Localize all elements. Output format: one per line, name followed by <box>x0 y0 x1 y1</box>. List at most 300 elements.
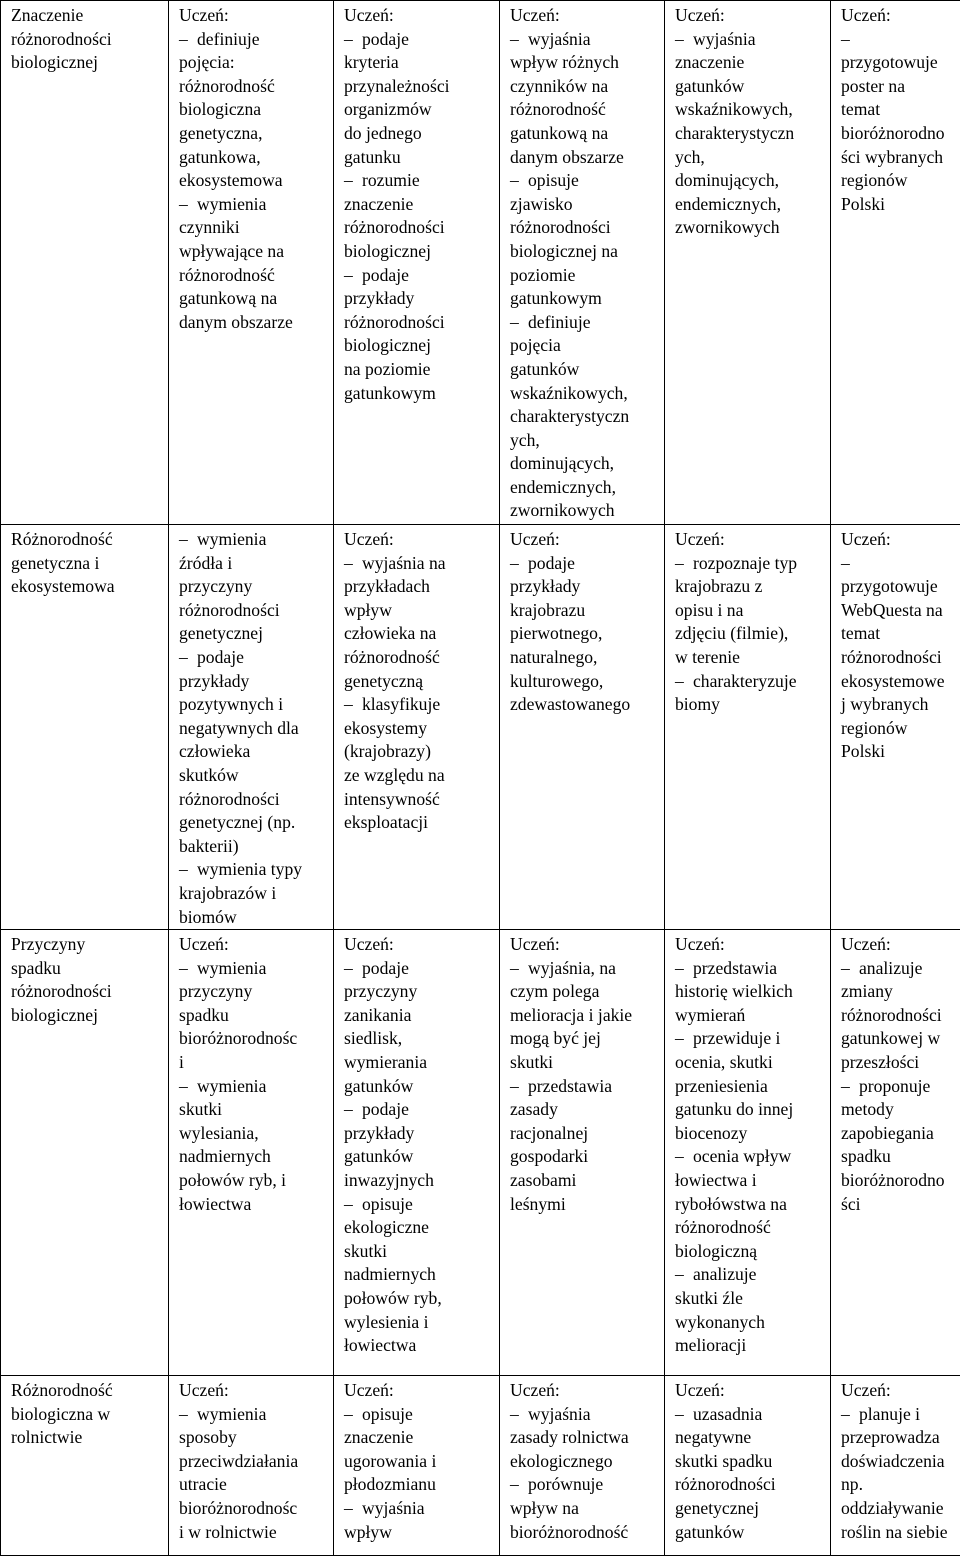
dash-marker: – <box>675 1145 693 1169</box>
text-line: czynników na <box>510 75 657 99</box>
text-line: różnorodności <box>344 216 492 240</box>
text-line: negatywne <box>675 1426 823 1450</box>
requirements-cell <box>665 525 831 930</box>
text-line: ekologicznego <box>510 1450 657 1474</box>
bullet-text: przedstawia <box>528 1076 612 1096</box>
bullet-item <box>344 957 492 981</box>
dash-marker: – <box>179 646 197 670</box>
text-line: pierwotnego, <box>510 622 657 646</box>
text-line: poziomie <box>510 264 657 288</box>
text-line: wpływ <box>344 1521 492 1545</box>
text-line: historię wielkich <box>675 980 823 1004</box>
text-line: różnorodność <box>179 75 326 99</box>
bullet-item <box>344 1497 492 1521</box>
text-line: zanikania <box>344 1004 492 1028</box>
text-line: pojęcia <box>510 334 657 358</box>
table-body <box>1 1 960 1556</box>
text-line: gatunkową na <box>510 122 657 146</box>
text-line: bioróżnorodno <box>841 1169 953 1193</box>
text-line: człowieka <box>179 740 326 764</box>
text-line: gatunków <box>675 1521 823 1545</box>
text-line: przyczyny <box>344 980 492 1004</box>
text-line: różnorodności <box>179 788 326 812</box>
text-line: opisu i na <box>675 599 823 623</box>
text-line: przynależności <box>344 75 492 99</box>
text-line: endemicznych, <box>510 476 657 500</box>
text-line: zjawisko <box>510 193 657 217</box>
dash-marker: – <box>179 193 197 217</box>
text-line: dominujących, <box>510 452 657 476</box>
text-line: skutki <box>344 1240 492 1264</box>
bullet-text: rozpoznaje typ <box>693 553 797 573</box>
dash-marker: – <box>841 957 859 981</box>
text-line: przykładach <box>344 575 492 599</box>
bullet-text: planuje i <box>859 1404 920 1424</box>
bullet-text: wyjaśnia na <box>362 553 446 573</box>
text-line: gatunkową na <box>179 287 326 311</box>
text-line: wylesienia i <box>344 1311 492 1335</box>
text-line: skutki <box>510 1051 657 1075</box>
dash-marker: – <box>510 1473 528 1497</box>
text-line: metody <box>841 1098 953 1122</box>
requirements-cell <box>500 1 665 525</box>
cell-heading: Uczeń: <box>675 933 823 957</box>
text-line: gatunków <box>510 358 657 382</box>
bullet-text: proponuje <box>859 1076 930 1096</box>
text-line: gatunkowej w <box>841 1027 953 1051</box>
text-line: bioróżnorodność <box>510 1521 657 1545</box>
bullet-item <box>675 1263 823 1287</box>
text-line: różnorodność <box>179 264 326 288</box>
text-line: biocenozy <box>675 1122 823 1146</box>
requirements-cell <box>831 525 960 930</box>
cell-heading: Uczeń: <box>344 933 492 957</box>
dash-marker: – <box>510 28 528 52</box>
text-line: przeprowadza <box>841 1426 953 1450</box>
text-line: ekosystemowe <box>841 670 953 694</box>
bullet-text: wyjaśnia, na <box>528 958 616 978</box>
bullet-text: wymienia <box>197 529 266 549</box>
bullet-item <box>510 1473 657 1497</box>
dash-marker: – <box>179 858 197 882</box>
bullet-text: uzasadnia <box>693 1404 762 1424</box>
bullet-item <box>344 28 492 52</box>
text-line: w terenie <box>675 646 823 670</box>
text-line: leśnymi <box>510 1193 657 1217</box>
text-line: Polski <box>841 193 953 217</box>
text-line: naturalnego, <box>510 646 657 670</box>
text-line: skutków <box>179 764 326 788</box>
bullet-item <box>675 670 823 694</box>
text-line: przygotowuje <box>841 575 953 599</box>
bullet-text: opisuje <box>362 1194 413 1214</box>
bullet-text: wymienia typy <box>197 859 302 879</box>
cell-heading: Uczeń: <box>510 933 657 957</box>
bullet-item <box>841 1403 953 1427</box>
table-row <box>1 525 960 930</box>
bullet-text: opisuje <box>528 170 579 190</box>
text-line: kulturowego, <box>510 670 657 694</box>
cell-heading: Uczeń: <box>675 1379 823 1403</box>
text-line: gospodarki <box>510 1145 657 1169</box>
text-line: do jednego <box>344 122 492 146</box>
cell-heading: Uczeń: <box>179 4 326 28</box>
text-line: łowiectwa <box>344 1334 492 1358</box>
requirements-cell <box>169 930 334 1376</box>
text-line: temat <box>841 622 953 646</box>
bullet-item <box>675 28 823 52</box>
topic-line: różnorodności <box>11 980 161 1004</box>
text-line: zmiany <box>841 980 953 1004</box>
bullet-item <box>344 1193 492 1217</box>
text-line: i w rolnictwie <box>179 1521 326 1545</box>
bullet-item <box>675 552 823 576</box>
text-line: spadku <box>179 1004 326 1028</box>
topic-line: rolnictwie <box>11 1426 161 1450</box>
bullet-item <box>179 1403 326 1427</box>
text-line: regionów <box>841 169 953 193</box>
topic-line: Różnorodność <box>11 528 161 552</box>
text-line: przykłady <box>344 287 492 311</box>
text-line: skutki spadku <box>675 1450 823 1474</box>
bullet-item <box>179 858 326 882</box>
dash-marker: – <box>841 28 953 52</box>
cell-heading: Uczeń: <box>344 528 492 552</box>
bullet-text: porównuje <box>528 1474 603 1494</box>
text-line: bioróżnorodno <box>841 122 953 146</box>
bullet-item <box>179 957 326 981</box>
requirements-cell <box>334 930 500 1376</box>
bullet-item <box>344 552 492 576</box>
requirements-cell <box>831 1 960 525</box>
bullet-text: analizuje <box>859 958 923 978</box>
bullet-text: analizuje <box>693 1264 757 1284</box>
text-line: zasady rolnictwa <box>510 1426 657 1450</box>
bullet-text: wymienia <box>197 1076 266 1096</box>
text-line: j wybranych <box>841 693 953 717</box>
dash-marker: – <box>841 1075 859 1099</box>
topic-cell <box>1 1376 169 1556</box>
dash-marker: – <box>179 957 197 981</box>
text-line: eksploatacji <box>344 811 492 835</box>
dash-marker: – <box>179 528 197 552</box>
text-line: różnorodność <box>675 1216 823 1240</box>
bullet-text: ocenia wpływ <box>693 1146 791 1166</box>
text-line: intensywność <box>344 788 492 812</box>
cell-heading: Uczeń: <box>510 1379 657 1403</box>
text-line: różnorodność <box>510 98 657 122</box>
topic-line: spadku <box>11 957 161 981</box>
topic-line: Różnorodność <box>11 1379 161 1403</box>
text-line: skutki źle <box>675 1287 823 1311</box>
text-line: np. <box>841 1473 953 1497</box>
requirements-cell <box>831 1376 960 1556</box>
requirements-cell <box>169 525 334 930</box>
bullet-text: rozumie <box>362 170 420 190</box>
text-line: zwornikowych <box>675 216 823 240</box>
dash-marker: – <box>344 28 362 52</box>
dash-marker: – <box>344 552 362 576</box>
text-line: i <box>179 1051 326 1075</box>
dash-marker: – <box>344 264 362 288</box>
text-line: różnorodności <box>510 216 657 240</box>
text-line: genetycznej (np. <box>179 811 326 835</box>
text-line: ści <box>841 1193 953 1217</box>
text-line: negatywnych dla <box>179 717 326 741</box>
cell-heading: Uczeń: <box>179 933 326 957</box>
text-line: znaczenie <box>344 1426 492 1450</box>
text-line: ych, <box>510 429 657 453</box>
text-line: inwazyjnych <box>344 1169 492 1193</box>
dash-marker: – <box>675 670 693 694</box>
text-line: bioróżnorodnośc <box>179 1027 326 1051</box>
dash-marker: – <box>344 1497 362 1521</box>
text-line: ekosystemowa <box>179 169 326 193</box>
text-line: danym obszarze <box>179 311 326 335</box>
text-line: genetycznej <box>179 622 326 646</box>
text-line: bioróżnorodnośc <box>179 1497 326 1521</box>
topic-line: biologiczna w <box>11 1403 161 1427</box>
bullet-item <box>510 552 657 576</box>
dash-marker: – <box>344 1193 362 1217</box>
bullet-text: wymienia <box>197 1404 266 1424</box>
topic-line: ekosystemowa <box>11 575 161 599</box>
bullet-text: podaje <box>362 958 409 978</box>
bullet-item <box>510 28 657 52</box>
dash-marker: – <box>675 1263 693 1287</box>
requirements-cell <box>500 525 665 930</box>
text-line: biologicznej na <box>510 240 657 264</box>
text-line: nadmiernych <box>344 1263 492 1287</box>
dash-marker: – <box>510 169 528 193</box>
text-line: łowiectwa i <box>675 1169 823 1193</box>
requirements-cell <box>169 1 334 525</box>
bullet-text: opisuje <box>362 1404 413 1424</box>
text-line: wpływ różnych <box>510 51 657 75</box>
text-line: biologicznej <box>344 334 492 358</box>
text-line: przeciwdziałania <box>179 1450 326 1474</box>
text-line: różnorodności <box>344 311 492 335</box>
text-line: różnorodności <box>179 599 326 623</box>
topic-line: biologicznej <box>11 51 161 75</box>
requirements-cell <box>665 930 831 1376</box>
bullet-item <box>841 1075 953 1099</box>
table-row <box>1 930 960 1376</box>
text-line: człowieka na <box>344 622 492 646</box>
table-row <box>1 1 960 525</box>
dash-marker: – <box>675 1027 693 1051</box>
dash-marker: – <box>510 1075 528 1099</box>
topic-line: różnorodności <box>11 28 161 52</box>
cell-heading: Uczeń: <box>841 933 953 957</box>
text-line: gatunku <box>344 146 492 170</box>
text-line: różnorodności <box>841 1004 953 1028</box>
bullet-text: podaje <box>362 265 409 285</box>
cell-heading: Uczeń: <box>675 528 823 552</box>
text-line: doświadczenia <box>841 1450 953 1474</box>
bullet-item <box>344 169 492 193</box>
text-line: gatunków <box>344 1145 492 1169</box>
dash-marker: – <box>675 957 693 981</box>
requirements-cell <box>334 1376 500 1556</box>
text-line: ekosystemy <box>344 717 492 741</box>
cell-heading: Uczeń: <box>344 4 492 28</box>
bullet-text: wyjaśnia <box>528 1404 591 1424</box>
bullet-item <box>344 1403 492 1427</box>
text-line: melioracji <box>675 1334 823 1358</box>
text-line: charakterystyczn <box>510 405 657 429</box>
dash-marker: – <box>841 552 953 576</box>
text-line: zwornikowych <box>510 499 657 523</box>
bullet-text: klasyfikuje <box>362 694 440 714</box>
topic-line: genetyczna i <box>11 552 161 576</box>
bullet-text: wymienia <box>197 194 266 214</box>
bullet-text: wyjaśnia <box>528 29 591 49</box>
text-line: kryteria <box>344 51 492 75</box>
dash-marker: – <box>344 957 362 981</box>
text-line: gatunku do innej <box>675 1098 823 1122</box>
text-line: regionów <box>841 717 953 741</box>
text-line: zasady <box>510 1098 657 1122</box>
text-line: wpływ <box>344 599 492 623</box>
bullet-item <box>179 646 326 670</box>
text-line: roślin na siebie <box>841 1521 953 1545</box>
text-line: różnorodności <box>675 1473 823 1497</box>
cell-heading: Uczeń: <box>510 528 657 552</box>
text-line: ści wybranych <box>841 146 953 170</box>
text-line: utracie <box>179 1473 326 1497</box>
bullet-text: charakteryzuje <box>693 671 797 691</box>
dash-marker: – <box>510 311 528 335</box>
text-line: znaczenie <box>344 193 492 217</box>
text-line: znaczenie <box>675 51 823 75</box>
text-line: nadmiernych <box>179 1145 326 1169</box>
bullet-item <box>344 264 492 288</box>
text-line: wpływ na <box>510 1497 657 1521</box>
text-line: biologicznej <box>344 240 492 264</box>
text-line: genetyczna, <box>179 122 326 146</box>
requirements-cell <box>831 930 960 1376</box>
text-line: melioracja i jakie <box>510 1004 657 1028</box>
dash-marker: – <box>510 957 528 981</box>
text-line: pozytywnych i <box>179 693 326 717</box>
text-line: ocenia, skutki <box>675 1051 823 1075</box>
text-line: gatunków <box>675 75 823 99</box>
bullet-item <box>179 28 326 52</box>
text-line: wskaźnikowych, <box>510 382 657 406</box>
text-line: przykłady <box>179 670 326 694</box>
text-line: (krajobrazy) <box>344 740 492 764</box>
bullet-item <box>510 1075 657 1099</box>
text-line: genetycznej <box>675 1497 823 1521</box>
text-line: łowiectwa <box>179 1193 326 1217</box>
topic-cell <box>1 930 169 1376</box>
text-line: gatunkowym <box>344 382 492 406</box>
dash-marker: – <box>510 1403 528 1427</box>
table-row <box>1 1376 960 1556</box>
text-line: wymierań <box>675 1004 823 1028</box>
text-line: płodozmianu <box>344 1473 492 1497</box>
text-line: gatunkowa, <box>179 146 326 170</box>
cell-heading: Uczeń: <box>841 528 953 552</box>
bullet-text: definiuje <box>528 312 591 332</box>
text-line: temat <box>841 98 953 122</box>
text-line: przygotowuje <box>841 51 953 75</box>
bullet-item <box>675 1403 823 1427</box>
bullet-item <box>510 1403 657 1427</box>
bullet-item <box>344 1098 492 1122</box>
text-line: ugorowania i <box>344 1450 492 1474</box>
bullet-text: podaje <box>362 1099 409 1119</box>
text-line: krajobrazów i <box>179 882 326 906</box>
bullet-text: wymienia <box>197 958 266 978</box>
bullet-text: podaje <box>528 553 575 573</box>
requirements-cell <box>334 525 500 930</box>
bullet-item <box>675 957 823 981</box>
text-line: zapobiegania <box>841 1122 953 1146</box>
text-line: organizmów <box>344 98 492 122</box>
text-line: danym obszarze <box>510 146 657 170</box>
text-line: ych, <box>675 146 823 170</box>
text-line: różnorodności <box>841 646 953 670</box>
text-line: spadku <box>841 1145 953 1169</box>
text-line: racjonalnej <box>510 1122 657 1146</box>
requirements-cell <box>665 1376 831 1556</box>
text-line: siedlisk, <box>344 1027 492 1051</box>
requirements-cell <box>500 930 665 1376</box>
dash-marker: – <box>344 1098 362 1122</box>
text-line: gatunków <box>344 1075 492 1099</box>
text-line: biologiczną <box>675 1240 823 1264</box>
topic-cell <box>1 1 169 525</box>
bullet-item <box>841 957 953 981</box>
text-line: endemicznych, <box>675 193 823 217</box>
text-line: przyczyny <box>179 575 326 599</box>
dash-marker: – <box>179 28 197 52</box>
text-line: rybołówstwa na <box>675 1193 823 1217</box>
requirements-cell <box>665 1 831 525</box>
text-line: poster na <box>841 75 953 99</box>
text-line: wylesiania, <box>179 1122 326 1146</box>
text-line: przyczyny <box>179 980 326 1004</box>
text-line: ze względu na <box>344 764 492 788</box>
topic-cell <box>1 525 169 930</box>
cell-heading: Uczeń: <box>841 4 953 28</box>
text-line: zasobami <box>510 1169 657 1193</box>
dash-marker: – <box>841 1403 859 1427</box>
cell-heading: Uczeń: <box>344 1379 492 1403</box>
text-line: charakterystyczn <box>675 122 823 146</box>
text-line: wpływające na <box>179 240 326 264</box>
text-line: wykonanych <box>675 1311 823 1335</box>
text-line: biologiczna <box>179 98 326 122</box>
text-line: wymierania <box>344 1051 492 1075</box>
bullet-text: przedstawia <box>693 958 777 978</box>
cell-heading: Uczeń: <box>510 4 657 28</box>
dash-marker: – <box>344 693 362 717</box>
text-line: czynniki <box>179 216 326 240</box>
text-line: krajobrazu z <box>675 575 823 599</box>
requirements-cell <box>334 1 500 525</box>
text-line: WebQuesta na <box>841 599 953 623</box>
dash-marker: – <box>179 1075 197 1099</box>
bullet-text: przewiduje i <box>693 1028 780 1048</box>
text-line: oddziaływanie <box>841 1497 953 1521</box>
dash-marker: – <box>510 552 528 576</box>
bullet-item <box>675 1027 823 1051</box>
text-line: zdewastowanego <box>510 693 657 717</box>
cell-heading: Uczeń: <box>179 1379 326 1403</box>
